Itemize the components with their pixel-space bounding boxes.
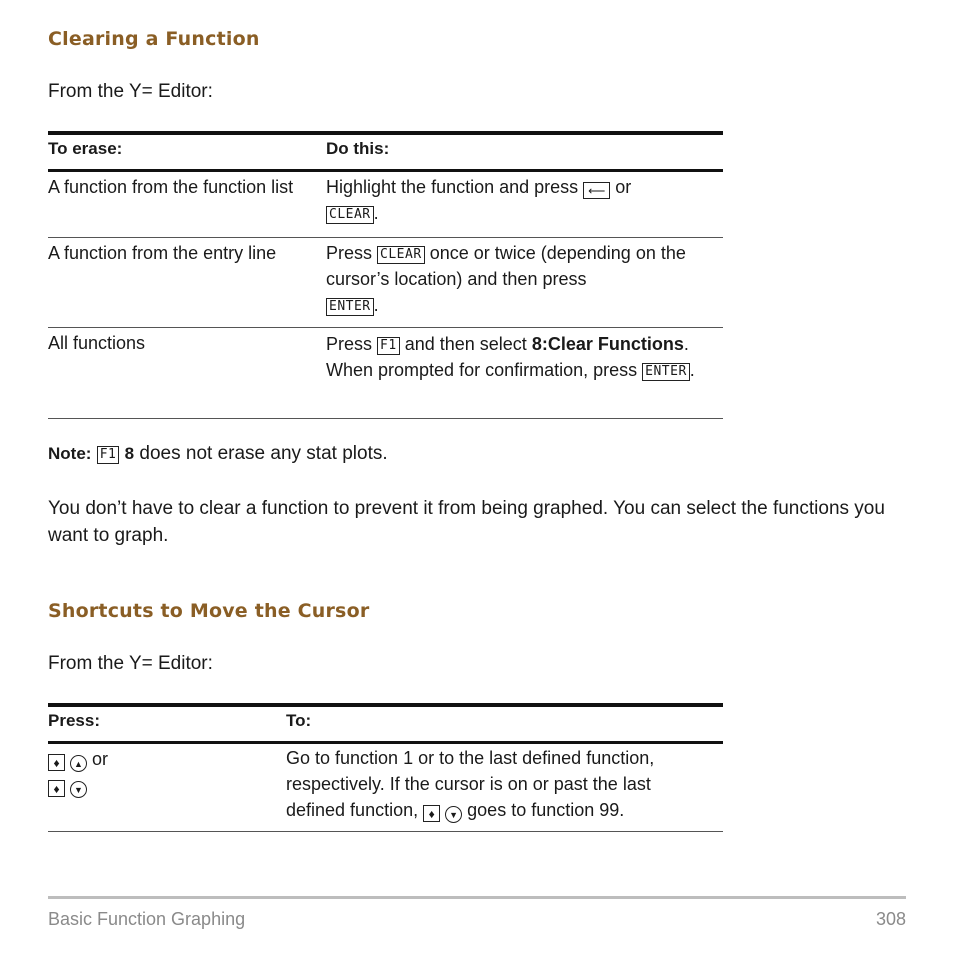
- backspace-key-icon: ⟵: [583, 182, 610, 199]
- note-bold: 8: [124, 444, 135, 463]
- table2-bottom-rule: [48, 831, 723, 832]
- clear-key: CLEAR: [377, 246, 425, 264]
- f1-key: F1: [377, 337, 400, 355]
- row2-text: once or twice (depending on the cursor’s location) and then press: [326, 243, 686, 289]
- table1-row2-col2: [326, 240, 716, 318]
- diamond-key-icon: ♦: [423, 805, 440, 822]
- shortcut-description-end: goes to function 99.: [467, 800, 625, 820]
- down-arrow-icon: ▼: [445, 806, 462, 823]
- row1-period: .: [373, 203, 379, 223]
- enter-key: ENTER: [326, 298, 374, 316]
- table1-header-do: Do this:: [326, 139, 390, 158]
- clear-key: CLEAR: [326, 206, 374, 224]
- table2-header-to: To:: [286, 711, 312, 730]
- f1-key: F1: [97, 446, 120, 464]
- diamond-key-icon: ♦: [48, 780, 65, 797]
- table1-bottom-rule: [48, 418, 723, 419]
- note-text: does not erase any stat plots.: [139, 443, 388, 464]
- row3-press: Press: [326, 334, 373, 354]
- row3-period: .: [689, 360, 695, 380]
- table2-header-press: Press:: [48, 711, 100, 730]
- table1-header-rule: [48, 169, 723, 172]
- table2-header-rule: [48, 741, 723, 744]
- page-number: 308: [875, 909, 906, 929]
- table1-row1-col2: [326, 174, 716, 226]
- row3-text: and then select: [404, 334, 527, 354]
- table2-row1-col2: [286, 745, 711, 823]
- up-arrow-icon: ▲: [70, 755, 87, 772]
- section-title-shortcuts: Shortcuts to Move the Cursor: [48, 600, 370, 622]
- table1-row3-col2: [326, 331, 716, 383]
- row2-period: .: [373, 295, 379, 315]
- footer-chapter-title: Basic Function Graphing: [48, 909, 246, 929]
- footer-rule: [48, 896, 906, 899]
- table1-top-rule: [48, 131, 723, 135]
- diamond-key-icon: ♦: [48, 754, 65, 771]
- table1-row3-col1: All functions: [48, 333, 146, 353]
- section-title-clearing: Clearing a Function: [48, 28, 260, 50]
- row3-text2: . When prompted for confirmation, press: [326, 334, 689, 380]
- table1-row2-rule: [48, 327, 723, 328]
- table1-row1-col1: A function from the function list: [48, 177, 294, 197]
- enter-key: ENTER: [642, 363, 690, 381]
- table1-header-erase: To erase:: [48, 139, 123, 158]
- row1-text: Highlight the function and press: [326, 177, 579, 197]
- intro-text-1: From the Y= Editor:: [48, 81, 213, 102]
- table1-row1-rule: [48, 237, 723, 238]
- or-text: or: [92, 749, 109, 769]
- intro-text-2: From the Y= Editor:: [48, 653, 213, 674]
- note: [48, 443, 388, 465]
- note-label: Note:: [48, 444, 92, 463]
- table2-top-rule: [48, 703, 723, 707]
- row1-or: or: [615, 177, 632, 197]
- body-paragraph: You don’t have to clear a function to prevent it from being graphed. You can select the functions you want to graph.: [48, 498, 885, 546]
- shortcut-description: Go to function 1 or to the last defined function, respectively. If the cursor is on or past the last defined function,: [286, 748, 655, 820]
- table2-row1-col1: [48, 746, 268, 798]
- down-arrow-icon: ▼: [70, 781, 87, 798]
- table1-row2-col1: A function from the entry line: [48, 243, 277, 263]
- clear-functions-menu-item: 8:Clear Functions: [531, 334, 684, 354]
- row2-press: Press: [326, 243, 373, 263]
